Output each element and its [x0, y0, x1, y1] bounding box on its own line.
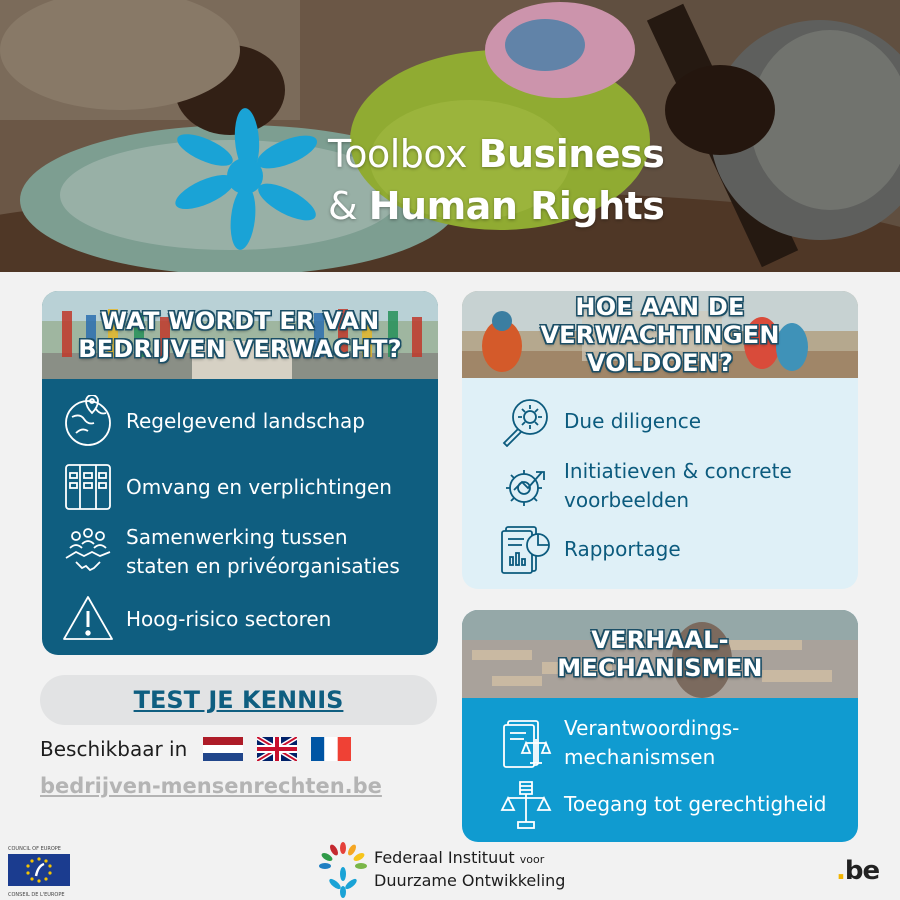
card-remedy[interactable] — [462, 610, 858, 842]
card-banner-flags — [42, 291, 438, 379]
report-chart-icon — [500, 523, 552, 575]
hero-title-bold: Business — [478, 132, 665, 176]
availability-row — [40, 737, 365, 761]
fido-logo — [318, 840, 565, 898]
item-label-line-2: mechanismsen — [564, 745, 716, 769]
list-item-access-justice[interactable] — [500, 778, 826, 830]
test-knowledge-label: TEST JE KENNIS — [133, 686, 344, 714]
availability-label: Beschikbaar in — [40, 737, 188, 761]
heading-line-1: HOE AAN DE — [575, 293, 745, 321]
item-label — [564, 457, 792, 515]
item-label: Rapportage — [564, 536, 681, 561]
card-expectations-heading — [42, 307, 438, 363]
gear-arrows-icon — [500, 460, 552, 512]
card-expectations[interactable] — [42, 291, 438, 655]
hero-banner — [0, 0, 900, 272]
card-remedy-heading — [462, 626, 858, 682]
hero-title-light: Toolbox — [328, 132, 479, 176]
heading-line-1: WAT WORDT ER VAN — [100, 307, 380, 335]
fido-name — [374, 847, 565, 891]
coe-emblem-icon — [8, 852, 70, 888]
heading-line-2: MECHANISMEN — [557, 654, 763, 682]
document-scales-icon — [500, 717, 552, 769]
scales-fist-icon — [500, 778, 552, 830]
council-of-europe-logo — [8, 846, 70, 896]
heading-line-2: BEDRIJVEN VERWACHT? — [78, 335, 402, 363]
kanban-board-icon — [62, 461, 114, 513]
globe-map-pin-icon — [62, 395, 114, 447]
item-label-line-2: staten en privéorganisaties — [126, 554, 400, 578]
heading-line-2: VERWACHTINGEN — [540, 321, 780, 349]
item-label-line-1: Verantwoordings- — [564, 716, 740, 740]
flag-fr-icon[interactable] — [311, 737, 351, 761]
item-label — [126, 523, 400, 581]
hero-title-ampersand: & — [328, 184, 369, 228]
warning-triangle-icon — [62, 593, 114, 645]
website-link[interactable]: bedrijven-mensenrechten.be — [40, 774, 382, 798]
list-item-reporting[interactable] — [500, 523, 681, 575]
hero-title — [328, 128, 664, 232]
hero-title-bold-2: Human Rights — [368, 184, 665, 228]
list-item-accountability[interactable] — [500, 714, 739, 772]
item-label — [564, 714, 739, 772]
item-label-line-2: voorbeelden — [564, 488, 690, 512]
heading-line-3: VOLDOEN? — [586, 349, 734, 377]
list-item-regulatory[interactable] — [62, 395, 365, 447]
test-knowledge-button[interactable] — [40, 675, 437, 725]
fido-voor: voor — [519, 853, 545, 866]
card-banner-workers — [462, 291, 858, 378]
coe-top-text: COUNCIL OF EUROPE — [8, 846, 61, 852]
item-label-line-1: Initiatieven & concrete — [564, 459, 792, 483]
flag-uk-icon[interactable] — [257, 737, 297, 761]
item-label: Hoog-risico sectoren — [126, 606, 332, 631]
item-label: Due diligence — [564, 408, 702, 433]
item-label: Toegang tot gerechtigheid — [564, 791, 827, 816]
item-label-line-1: Samenwerking tussen — [126, 525, 348, 549]
item-label: Omvang en verplichtingen — [126, 474, 392, 499]
be-logo: .be — [836, 856, 880, 886]
list-item-high-risk[interactable] — [62, 593, 331, 645]
handshake-group-icon — [62, 526, 114, 578]
list-item-cooperation[interactable] — [62, 523, 400, 581]
fido-line-1: Federaal Instituut — [374, 848, 515, 867]
fido-line-2: Duurzame Ontwikkeling — [374, 871, 566, 890]
card-compliance[interactable] — [462, 291, 858, 589]
list-item-initiatives[interactable] — [500, 457, 792, 515]
fido-tree-icon — [318, 840, 368, 898]
list-item-due-diligence[interactable] — [500, 395, 701, 447]
magnifier-gear-icon — [500, 395, 552, 447]
coe-bottom-text: CONSEIL DE L'EUROPE — [8, 892, 65, 898]
item-label: Regelgevend landschap — [126, 408, 365, 433]
toolbox-asterisk-logo — [175, 100, 335, 250]
flag-nl-icon[interactable] — [203, 737, 243, 761]
card-banner-bricks — [462, 610, 858, 698]
list-item-scope[interactable] — [62, 461, 392, 513]
card-compliance-heading — [462, 293, 858, 377]
heading-line-1: VERHAAL- — [591, 626, 729, 654]
